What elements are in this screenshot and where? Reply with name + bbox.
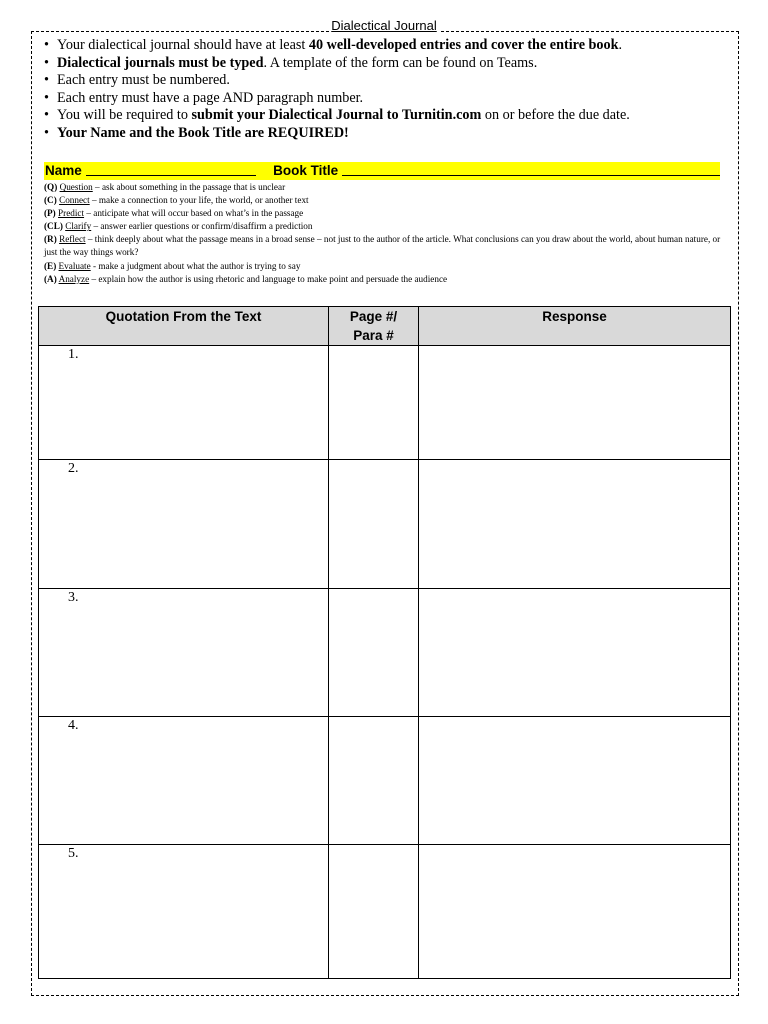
instruction-item: • Your dialectical journal should have at least 40 well-developed entries and cover the entire book. <box>44 37 630 55</box>
entry-number: 1. <box>68 347 79 362</box>
code-item: (Q) Question – ask about something in the passage that is unclear <box>44 182 286 192</box>
entry-number: 4. <box>68 718 79 733</box>
instruction-item: • Dialectical journals must be typed. A template of the form can be found on Teams. <box>44 55 630 73</box>
code-item: (R) Reflect – think deeply about what the passage means in a broad sense – not just to the author of the article. What conclusions can you draw about the world, about human nature, or just the way things work? <box>44 234 721 258</box>
name-label: Name <box>45 163 82 178</box>
response-cell[interactable] <box>419 845 731 979</box>
page-para-cell[interactable] <box>329 717 419 845</box>
quotation-cell[interactable] <box>39 717 329 845</box>
response-cell[interactable] <box>419 589 731 717</box>
response-cell[interactable] <box>419 717 731 845</box>
response-cell[interactable] <box>419 460 731 589</box>
code-item: (CL) Clarify – answer earlier questions or confirm/disaffirm a prediction <box>44 221 313 232</box>
entry-number: 3. <box>68 590 79 605</box>
name-book-title-bar <box>44 162 720 180</box>
quotation-cell[interactable] <box>39 589 329 717</box>
page-para-cell[interactable] <box>329 845 419 979</box>
book-title-blank-line[interactable] <box>342 162 720 176</box>
journal-entry-row <box>39 589 731 717</box>
page-para-cell[interactable] <box>329 460 419 589</box>
book-title-label: Book Title <box>273 163 339 178</box>
instruction-item: • You will be required to submit your Dialectical Journal to Turnitin.com on or before the due date. <box>44 107 630 125</box>
journal-entry-row <box>39 460 731 589</box>
header-response: Response <box>419 307 731 346</box>
instruction-item: • Each entry must be numbered. <box>44 72 630 90</box>
code-item: (P) Predict – anticipate what will occur based on what’s in the passage <box>44 208 304 219</box>
code-item: (E) Evaluate - make a judgment about what the author is trying to say <box>44 260 301 271</box>
code-item: (C) Connect – make a connection to your life, the world, or another text <box>44 195 309 206</box>
journal-table <box>38 306 731 979</box>
journal-entry-row <box>39 845 731 979</box>
code-item: (A) Analyze – explain how the author is using rhetoric and language to make point and persuade the audience <box>44 273 448 284</box>
header-quotation: Quotation From the Text <box>39 307 329 346</box>
journal-entry-row <box>39 346 731 460</box>
response-cell[interactable] <box>419 346 731 460</box>
quotation-cell[interactable] <box>39 346 329 460</box>
journal-entry-row <box>39 717 731 845</box>
name-blank-line[interactable] <box>86 162 256 176</box>
entry-number: 2. <box>68 461 79 476</box>
quotation-cell[interactable] <box>39 845 329 979</box>
entry-number: 5. <box>68 846 79 861</box>
page-para-cell[interactable] <box>329 346 419 460</box>
response-codes-legend <box>44 181 724 286</box>
header-page-para: Page #/ Para # <box>329 307 419 346</box>
page-para-cell[interactable] <box>329 589 419 717</box>
quotation-cell[interactable] <box>39 460 329 589</box>
instructions-list <box>44 37 630 143</box>
instruction-item: • Your Name and the Book Title are REQUIRED! <box>44 125 630 143</box>
instruction-item: • Each entry must have a page AND paragraph number. <box>44 90 630 108</box>
page-title: Dialectical Journal <box>331 18 437 33</box>
